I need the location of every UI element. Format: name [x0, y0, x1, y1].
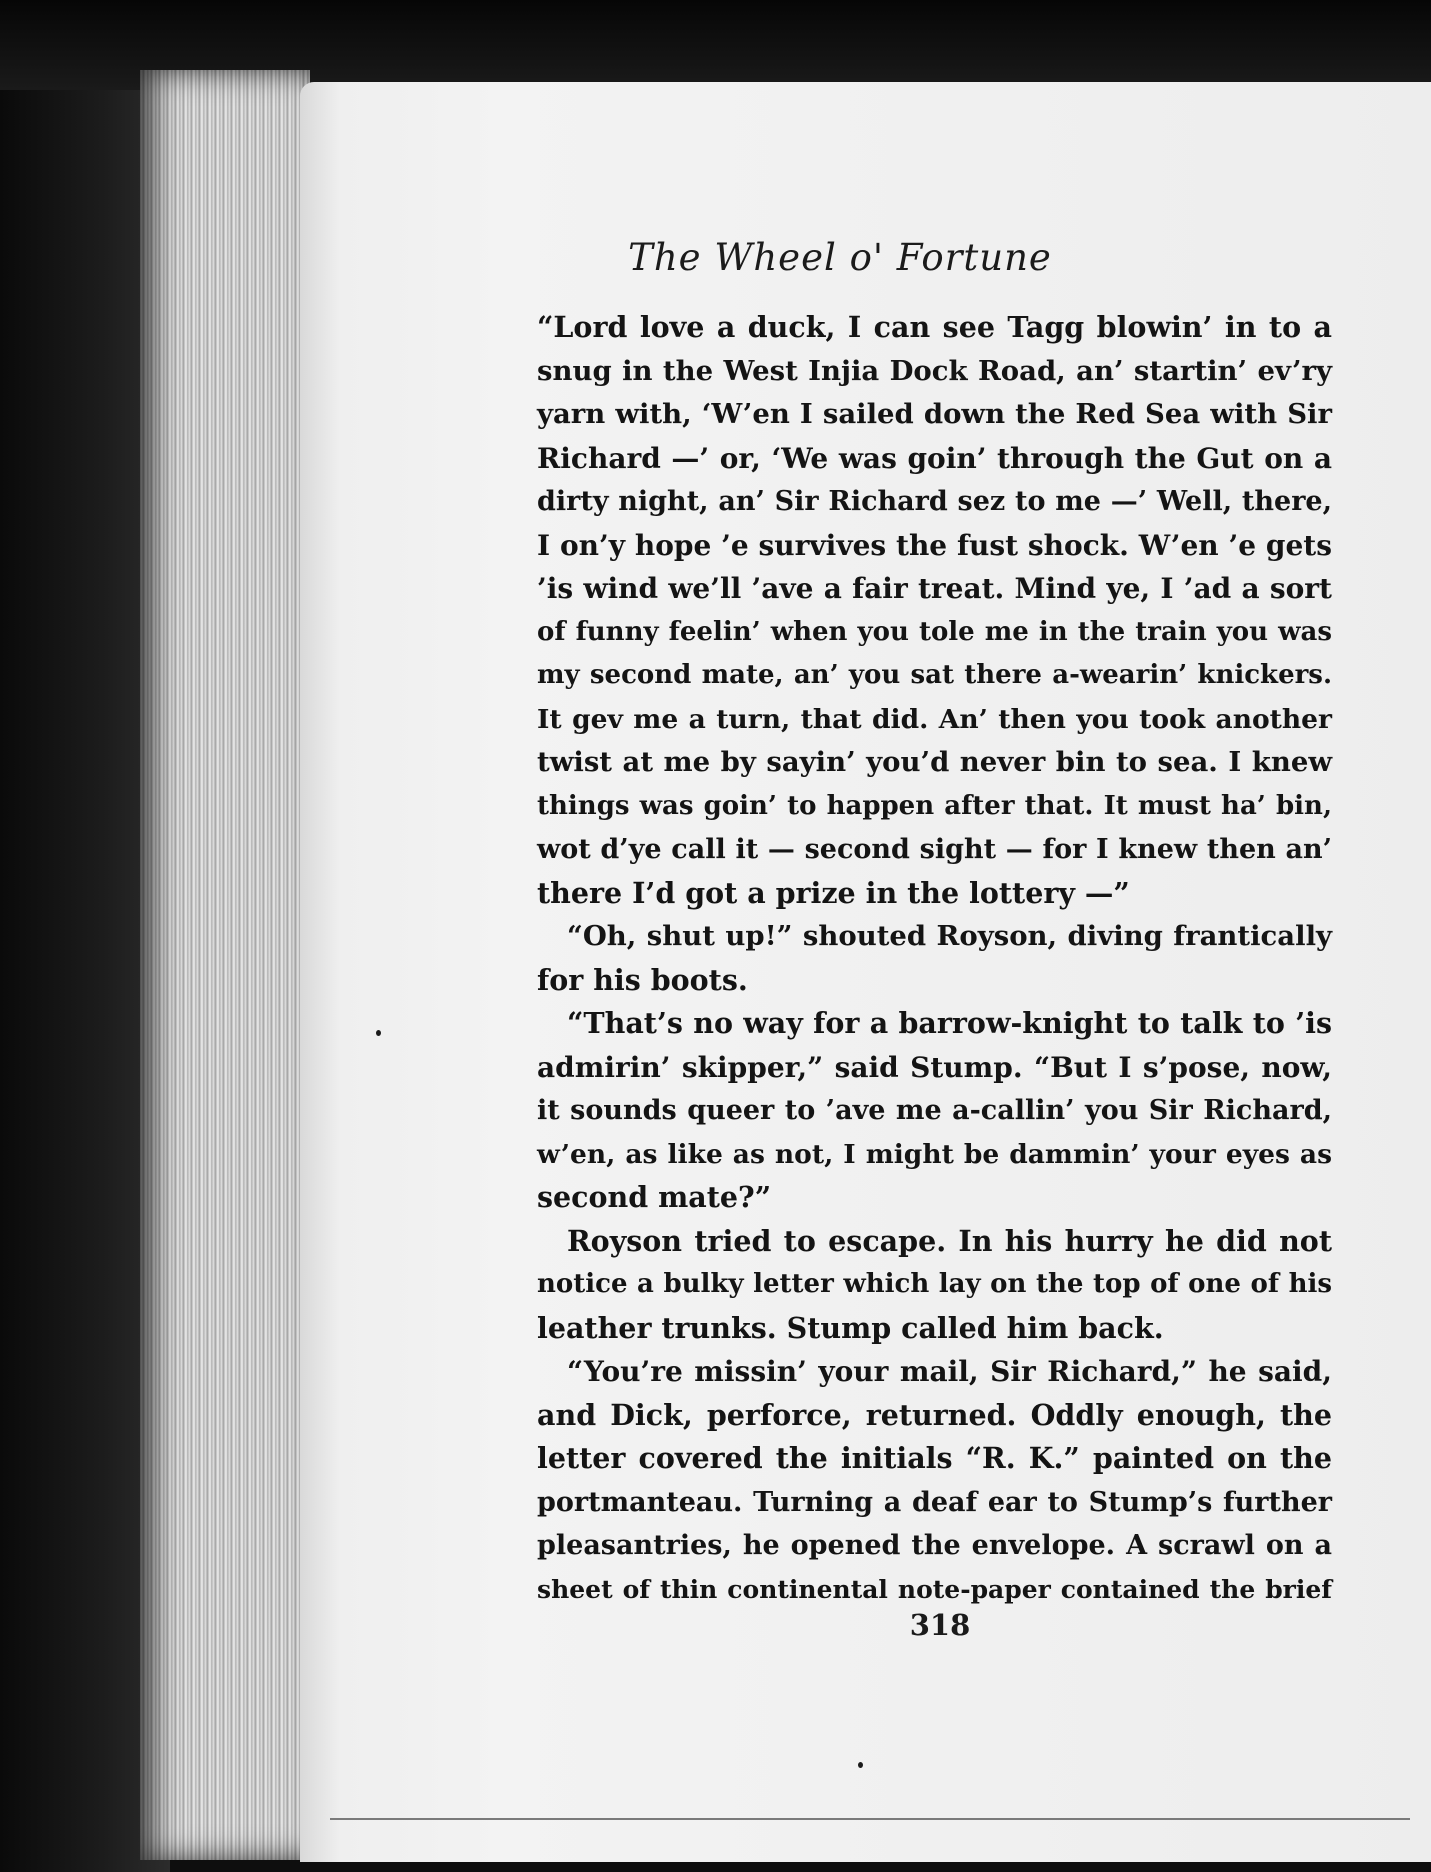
text-line: Richard —’ or, ‘We was goin’ through the Gut on a — [537, 441, 1332, 475]
text-line: there I’d got a prize in the lottery —” — [537, 875, 1130, 910]
text-line: sheet of thin continental note-paper contained the brief — [537, 1574, 1332, 1604]
text-line: my second mate, an’ you sat there a-wearin’ knickers. — [537, 660, 1332, 690]
text-line: Royson tried to escape. In his hurry he did not — [567, 1223, 1332, 1258]
text-line: and Dick, perforce, returned. Oddly enough, the — [537, 1397, 1332, 1432]
text-line: wot d’ye call it — second sight — for I knew then an’ — [537, 834, 1332, 865]
text-line: w’en, as like as not, I might be dammin’ your eyes as — [537, 1138, 1332, 1170]
text-line: It gev me a turn, that did. An’ then you took another — [537, 703, 1332, 735]
text-line: pleasantries, he opened the envelope. A scrawl on a — [537, 1530, 1332, 1561]
text-line: notice a bulky letter which lay on the top of one of his — [537, 1269, 1332, 1299]
text-line: ’is wind we’ll ’ave a fair treat. Mind ye, I ’ad a sort — [537, 572, 1332, 605]
text-line: “That’s no way for a barrow-knight to talk to ’is — [567, 1006, 1332, 1040]
text-line: I on’y hope ’e survives the fust shock. W’en ’e gets — [537, 528, 1332, 562]
page-number: 318 — [909, 1608, 971, 1642]
text-line: things was goin’ to happen after that. It must ha’ bin, — [537, 790, 1332, 821]
page-bottom-edge — [330, 1818, 1410, 1820]
text-line: second mate?” — [537, 1180, 772, 1214]
dust-speck — [858, 1762, 863, 1768]
text-line: “Lord love a duck, I can see Tagg blowin’ in to a — [537, 310, 1332, 344]
text-line: “Oh, shut up!” shouted Royson, diving frantically — [567, 920, 1332, 952]
text-line: admirin’ skipper,” said Stump. “But I s’pose, now, — [537, 1050, 1332, 1084]
running-head: The Wheel o' Fortune — [628, 236, 1052, 279]
text-line: leather trunks. Stump called him back. — [537, 1310, 1164, 1345]
body-text — [537, 306, 1332, 1611]
dust-speck — [376, 1030, 381, 1036]
text-line: twist at me by sayin’ you’d never bin to sea. I knew — [537, 746, 1332, 778]
text-line: dirty night, an’ Sir Richard sez to me —’ Well, there, — [537, 486, 1332, 517]
text-line: it sounds queer to ’ave me a-callin’ you Sir Richard, — [537, 1095, 1332, 1126]
text-line: for his boots. — [537, 962, 748, 997]
text-line: snug in the West Injia Dock Road, an’ startin’ ev’ry — [537, 354, 1332, 387]
book-page-edges — [140, 70, 310, 1860]
text-line: portmanteau. Turning a deaf ear to Stump’s further — [537, 1486, 1332, 1518]
text-line: of funny feelin’ when you tole me in the train you was — [537, 616, 1332, 647]
text-line: yarn with, ‘W’en I sailed down the Red Sea with Sir — [537, 398, 1332, 430]
text-line: letter covered the initials “R. K.” painted on the — [537, 1441, 1332, 1475]
text-line: “You’re missin’ your mail, Sir Richard,” he said, — [567, 1355, 1332, 1388]
